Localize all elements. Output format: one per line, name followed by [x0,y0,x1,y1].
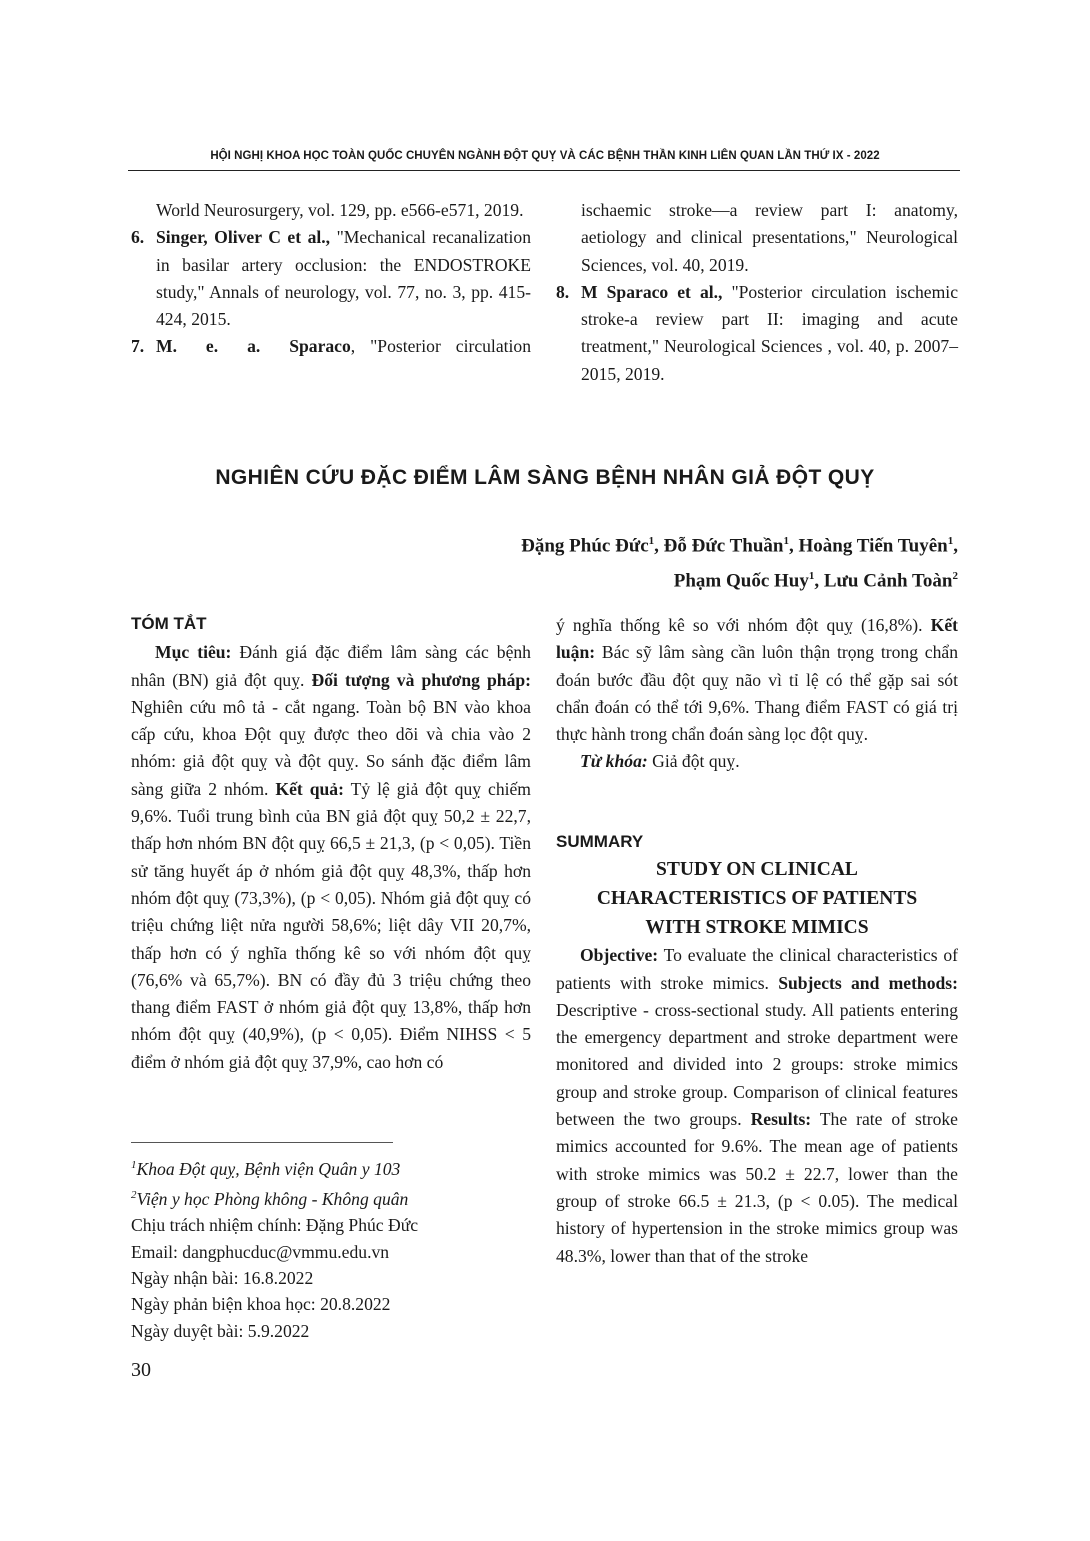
header-rule [128,170,960,171]
affiliation-mark: 1 [648,535,655,547]
author-separator: , [788,535,799,557]
reference-7 [131,333,531,360]
summary-en [556,828,958,1270]
references-left [131,197,531,361]
keywords-label: Từ khóa: [580,751,648,772]
author-line-2 [420,561,958,596]
reference-body [156,333,531,360]
author-name: Phạm Quốc Huy [673,570,809,592]
methods-label: Subjects and methods: [778,972,958,993]
reference-number: 8. [556,281,570,302]
keywords [556,748,958,775]
abstract-heading: TÓM TẮT [131,614,207,633]
reference-continuation: World Neurosurgery, vol. 129, pp. e566-e571, 2019. [156,200,524,220]
reference-number: 6. [131,227,145,248]
footnotes [131,1152,531,1344]
page-number: 30 [131,1359,151,1381]
results-text: The rate of stroke mimics accounted for 9.6%. The mean age of patients with stroke mimics was 50.2 ± 22.7, lower than the group of stroke 66.5 ± 21.3, (p < 0.05). The medical history of hypertension in the stroke mimics group was 48.3%, lower than that of the stroke [556,1109,958,1266]
reference-authors: Singer, Oliver C et al., [156,227,331,248]
summary-paragraph [556,942,958,1270]
conclusion-label: Kết luận: [556,615,958,663]
abstract-paragraph-cont [556,612,958,748]
summary-heading: SUMMARY [556,832,644,851]
results-label: Results: [750,1109,812,1130]
affiliation-2 [131,1182,531,1212]
reference-6 [131,224,531,333]
objective-label: Mục tiêu: [155,642,232,663]
abstract-vi [131,610,531,1076]
article-title: NGHIÊN CỨU ĐẶC ĐIỂM LÂM SÀNG BỆNH NHÂN GIẢ ĐỘT QUỴ [215,466,875,489]
affiliation-1 [131,1152,531,1182]
objective-text: To evaluate the clinical characteristics of patients with stroke mimics. [556,945,958,993]
affiliation-mark: 1 [783,535,789,547]
email: Email: dangphucduc@vmmu.edu.vn [131,1241,390,1262]
conclusion-text: Bác sỹ lâm sàng cần luôn thận trọng trong chẩn đoán bước đầu đột quỵ não vì tỉ lệ có thể gặp sai sót chẩn đoán có thể tới 9,6%. Thang điểm FAST có giá trị thực hành trong chẩn đoán sàng lọc đột quỵ. [556,642,958,745]
affiliation-text: Viện y học Phòng không - Không quân [136,1189,409,1210]
author-name: Đỗ Đức Thuần [663,535,784,557]
reference-body [156,224,531,333]
keywords-text: Giả đột quỵ. [647,751,740,772]
affiliation-mark: 1 [131,1159,137,1171]
author-name: Hoàng Tiến Tuyên [798,535,948,557]
affiliation-mark: 2 [131,1189,137,1202]
author-separator: , [814,570,824,592]
reference-text: , "Posterior circulation [350,336,531,357]
footnote-rule [131,1142,393,1143]
reference-text: "Posterior circulation ischemic stroke-a review part II: imaging and acute treatment," Neurological Sciences , vol. 40, p. 2007–2015, 2019. [581,281,959,384]
affiliation-mark: 2 [952,570,958,583]
running-header: HỘI NGHỊ KHOA HỌC TOÀN QUỐC CHUYÊN NGÀNH ĐỘT QUỴ VÀ CÁC BỆNH THẦN KINH LIÊN QUAN LẦN THỨ IX - 2022 [210,150,880,162]
received-date: Ngày nhận bài: 16.8.2022 [131,1267,314,1288]
reference-number: 7. [131,336,145,357]
affiliation-text: Khoa Đột quỵ, Bệnh viện Quân y 103 [136,1158,401,1179]
objective-label: Objective: [580,945,659,966]
reviewed-date: Ngày phản biện khoa học: 20.8.2022 [131,1294,391,1315]
results-cont: ý nghĩa thống kê so với nhóm đột quỵ (16,8%). [556,615,931,635]
author-list [420,526,958,597]
accepted-date: Ngày duyệt bài: 5.9.2022 [131,1320,310,1341]
author-name: Lưu Cảnh Toàn [823,570,953,592]
reference-authors: M. e. a. Sparaco [156,336,351,357]
results-text: Tỷ lệ giả đột quỵ chiếm 9,6%. Tuổi trung bình của BN giả đột quỵ 50,2 ± 22,7, thấp hơn nhóm BN đột quỵ 66,5 ± 21,3, (p < 0,05). Tiền sử tăng huyết áp ở nhóm giả đột quỵ 48,3%, thấp hơn nhóm đột quỵ (73,3%), (p < 0,05). Nhóm giả đột quỵ có triệu chứng liệt nửa người 58,6%; liệt dây VII 20,7%, thấp hơn có ý nghĩa thống kê so với nhóm đột quỵ (76,6% và 65,7%). BN có đầy đủ 3 triệu chứng theo thang điểm FAST ở nhóm giả đột quỵ 13,8%, thấp hơn nhóm đột quỵ (40,9%), (p < 0,05). Điểm NIHSS < 5 điểm ở nhóm giả đột quỵ 37,9%, cao hơn có [131,778,531,1072]
reference-text: "Mechanical recanalization in basilar artery occlusion: the ENDOSTROKE study," Annals of neurology, vol. 77, no. 3, pp. 415-424, 2015. [156,227,531,330]
abstract-vi-cont [556,612,958,776]
author-separator: , [654,535,664,557]
reference-8 [556,279,958,388]
summary-title: STUDY ON CLINICAL CHARACTERISTICS OF PATIENTS WITH STROKE MIMICS [596,859,918,939]
author-line-1 [420,526,958,561]
reference-authors: M Sparaco et al., [581,281,723,302]
author-name: Đặng Phúc Đức [521,535,649,557]
abstract-paragraph [131,639,531,1076]
methods-text: Nghiên cứu mô tả - cắt ngang. Toàn bộ BN vào khoa cấp cứu, khoa Đột quỵ được theo dõi và chia vào 2 nhóm: giả đột quỵ và đột quỵ. So sánh đặc điểm lâm sàng giữa 2 nhóm. [131,696,531,799]
author-separator: , [953,535,958,557]
methods-text: Descriptive - cross-sectional study. All patients entering the emergency department and stroke department were monitored and divided into 2 groups: stroke mimics group and stroke group. Comparison of clinical features between the two groups. [556,999,958,1130]
affiliation-mark: 1 [808,570,815,583]
methods-label: Đối tượng và phương pháp: [311,669,532,690]
reference-body [581,279,958,388]
reference-continuation: ischaemic stroke—a review part I: anatomy, aetiology and clinical presentations," Neurological Sciences, vol. 40, 2019. [581,200,958,275]
affiliation-mark: 1 [947,535,954,547]
corresponding-author: Chịu trách nhiệm chính: Đặng Phúc Đức [131,1215,419,1236]
objective-text: Đánh giá đặc điểm lâm sàng các bệnh nhân (BN) giả đột quỵ. [131,642,531,690]
results-label: Kết quả: [275,778,344,799]
references-right [556,197,958,388]
